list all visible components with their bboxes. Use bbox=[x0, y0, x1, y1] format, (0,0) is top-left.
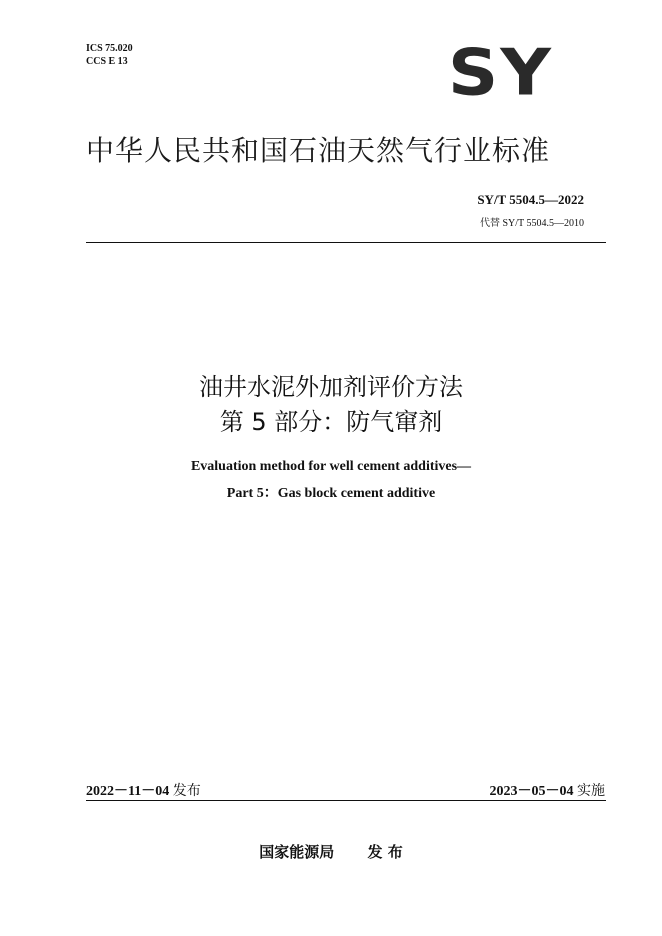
chinese-title-line1: 油井水泥外加剂评价方法 bbox=[199, 373, 463, 401]
chinese-title-line2: 第 5 部分：防气窜剂 bbox=[219, 408, 443, 436]
header-divider bbox=[86, 242, 606, 243]
classification-codes bbox=[86, 42, 133, 68]
issue-label: 发布 bbox=[172, 783, 201, 799]
implement-date-block bbox=[490, 780, 606, 800]
publisher-line bbox=[0, 841, 662, 862]
sy-logo: SY bbox=[447, 34, 553, 110]
footer-divider bbox=[86, 800, 606, 801]
english-title-line1: Evaluation method for well cement additives— bbox=[190, 459, 472, 474]
standard-code: SY/T 5504.5—2022 bbox=[477, 192, 584, 207]
replaces-code: 代替 SY/T 5504.5—2010 bbox=[480, 218, 584, 229]
implement-date: 2023－05－04 bbox=[489, 784, 574, 799]
issue-date-block bbox=[86, 780, 201, 800]
ccs-code: CCS E 13 bbox=[86, 56, 128, 67]
issue-date: 2022－11－04 bbox=[86, 784, 170, 799]
implement-label: 实施 bbox=[577, 783, 605, 799]
publish-label: 发 布 bbox=[367, 843, 403, 861]
english-title-line2: Part 5：Gas block cement additive bbox=[226, 486, 436, 501]
standard-type-title: 中华人民共和国石油天然气行业标准 bbox=[86, 134, 551, 167]
ics-code: ICS 75.020 bbox=[86, 43, 133, 54]
publisher-name: 国家能源局 bbox=[259, 843, 335, 861]
